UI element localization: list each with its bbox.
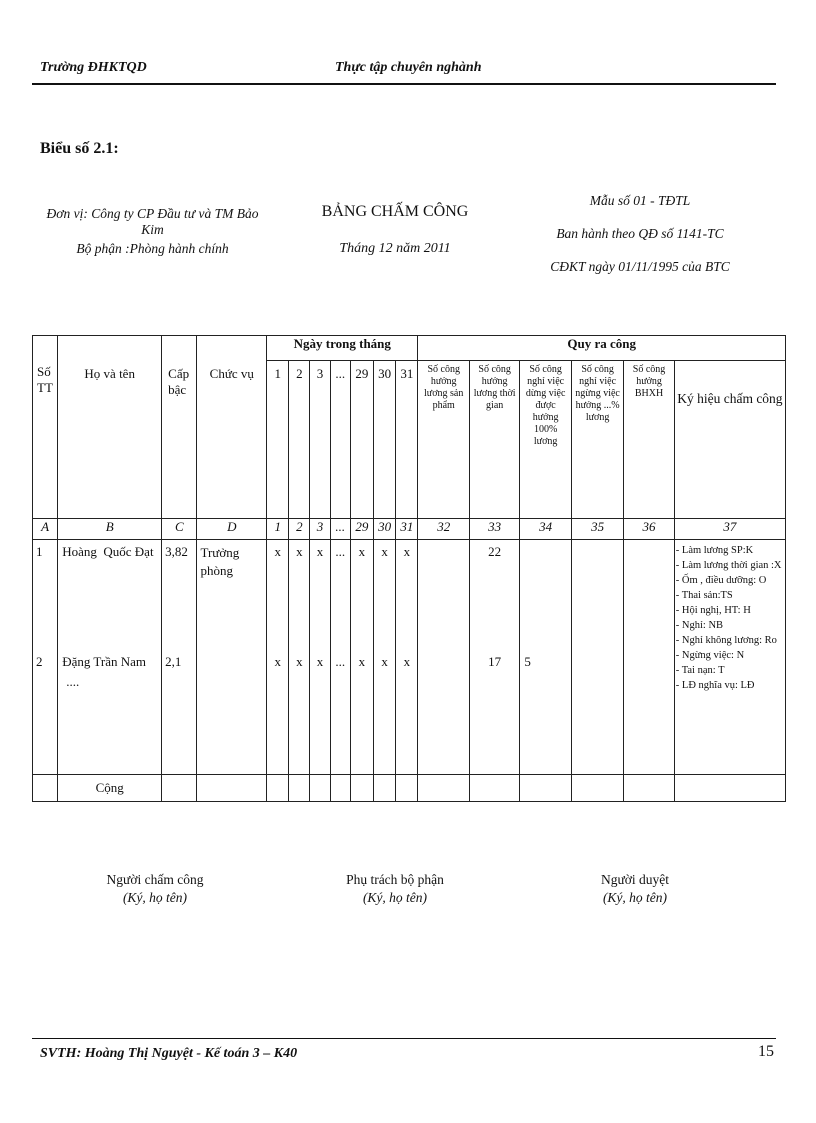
document-title: BẢNG CHẤM CÔNG — [321, 203, 469, 220]
footer-rule — [32, 1038, 776, 1039]
header-day: ... — [330, 361, 350, 519]
header-position-label: Chức vụ — [209, 366, 254, 381]
cell-c32 — [418, 540, 469, 775]
signature-department-head — [325, 872, 465, 906]
cell-c35 — [571, 540, 623, 775]
header-name-label: Họ và tên — [84, 366, 135, 381]
column-letter: 1 — [267, 519, 289, 540]
column-letter: D — [197, 519, 267, 540]
employee-name-2: Đặng Trần Nam — [62, 654, 146, 669]
stt-2: 2 — [36, 654, 43, 669]
legend-item: - Tai nạn: T — [675, 665, 725, 676]
mark: ... — [335, 544, 346, 559]
cell-day — [289, 540, 310, 775]
header-day: 31 — [396, 361, 418, 519]
cell-day — [350, 540, 373, 775]
cell-name — [58, 540, 162, 775]
header-level — [162, 336, 197, 519]
mark: x — [403, 654, 411, 669]
level-2: 2,1 — [165, 654, 182, 669]
cell-c36 — [624, 540, 674, 775]
cell-empty — [267, 775, 289, 802]
cell-day — [267, 540, 289, 775]
column-letter: B — [58, 519, 162, 540]
ellipsis: .... — [66, 674, 80, 689]
total-label: Cộng — [58, 775, 162, 802]
form-ref-decision: Ban hành theo QĐ số 1141-TC — [556, 226, 724, 241]
cell-c34 — [520, 540, 571, 775]
header-school: Trường ĐHKTQD — [40, 60, 147, 75]
cell-c33 — [469, 540, 519, 775]
table-row — [33, 540, 786, 775]
mark: x — [403, 544, 411, 559]
legend-item: - Hội nghị, HT: H — [675, 605, 751, 616]
cell-position — [197, 540, 267, 775]
signature-role: Người chấm công — [106, 872, 204, 887]
cell-stt — [33, 540, 58, 775]
header-day: 29 — [350, 361, 373, 519]
mark: x — [274, 654, 281, 669]
cell-empty — [571, 775, 623, 802]
column-letter: 36 — [624, 519, 674, 540]
legend-item: - LĐ nghĩa vụ: LĐ — [675, 680, 755, 691]
column-letter: 37 — [674, 519, 785, 540]
signature-role: Người duyệt — [600, 872, 670, 887]
legend-item: - Làm lương thời gian :X — [675, 560, 782, 571]
column-letter: C — [162, 519, 197, 540]
mark: ... — [335, 654, 346, 669]
header-quy-col: Số công nghỉ việc dừng việc được hưởng 100% lương — [520, 361, 571, 519]
mark: x — [358, 544, 366, 559]
c34-value-2: 5 — [524, 654, 531, 669]
legend-item: - Ốm , điều dưỡng: O — [675, 575, 767, 586]
header-stt — [33, 336, 58, 519]
cell-empty — [330, 775, 350, 802]
form-ref-number: Mẫu số 01 - TĐTL — [589, 193, 691, 208]
header-subject: Thực tập chuyên nghành — [335, 60, 482, 75]
legend-item: - Thai sản:TS — [675, 590, 733, 601]
header-stt-label: Số TT — [37, 364, 53, 395]
unit-company: Đơn vị: Công ty CP Đầu tư và TM Bảo Kim — [46, 206, 259, 237]
mark: x — [316, 654, 324, 669]
header-rule — [32, 83, 776, 85]
signature-recorder — [85, 872, 225, 906]
form-label: Biểu số 2.1: — [40, 140, 119, 157]
cell-day — [396, 540, 418, 775]
cell-empty — [624, 775, 674, 802]
header-name — [58, 336, 162, 519]
header-day: 2 — [289, 361, 310, 519]
signature-role: Phụ trách bộ phận — [346, 872, 444, 887]
attendance-table — [32, 335, 786, 802]
column-letter: 3 — [310, 519, 330, 540]
legend-item: - Nghỉ: NB — [675, 620, 724, 631]
header-days-group: Ngày trong tháng — [267, 336, 418, 361]
header-day: 30 — [374, 361, 396, 519]
cell-day — [310, 540, 330, 775]
header-day: 3 — [310, 361, 330, 519]
stt-1: 1 — [36, 544, 43, 559]
footer-author: SVTH: Hoàng Thị Nguyệt - Kế toán 3 – K40 — [40, 1046, 298, 1061]
header-quy-col: Số công hưởng lương thời gian — [469, 361, 519, 519]
mark: x — [381, 544, 388, 559]
cell-empty — [374, 775, 396, 802]
position-1: Trưởng phòng — [200, 545, 240, 578]
cell-empty — [310, 775, 330, 802]
column-letter: 30 — [374, 519, 396, 540]
page-number: 15 — [758, 1043, 774, 1060]
mark: x — [316, 544, 324, 559]
column-letter: A — [33, 519, 58, 540]
cell-empty — [520, 775, 571, 802]
column-letter: 29 — [350, 519, 373, 540]
unit-department: Bộ phận :Phòng hành chính — [76, 241, 229, 256]
c33-value-1: 22 — [488, 544, 502, 559]
legend-item: - Ngừng việc: N — [675, 650, 745, 661]
document-period: Tháng 12 năm 2011 — [339, 241, 451, 256]
cell-empty — [162, 775, 197, 802]
header-position — [197, 336, 267, 519]
cell-empty — [33, 775, 58, 802]
signature-note: (Ký, họ tên) — [122, 890, 188, 905]
mark: x — [381, 654, 388, 669]
cell-level — [162, 540, 197, 775]
form-ref-date: CĐKT ngày 01/11/1995 của BTC — [550, 259, 730, 274]
mark: x — [358, 654, 366, 669]
cell-legend — [674, 540, 785, 775]
column-letter: 34 — [520, 519, 571, 540]
header-level-label: Cấp bậc — [168, 366, 190, 397]
cell-day — [330, 540, 350, 775]
header-quy-col: Số công nghỉ việc ngừng việc hưởng ...% lương — [571, 361, 623, 519]
header-quy-col: Số công hưởng lương sản phẩm — [418, 361, 469, 519]
cell-empty — [469, 775, 519, 802]
header-quy-group: Quy ra công — [418, 336, 786, 361]
header-day: 1 — [267, 361, 289, 519]
legend-item: - Nghỉ không lương: Ro — [675, 635, 777, 646]
employee-name-1: Hoàng Quốc Đạt — [62, 544, 154, 559]
column-letter: ... — [330, 519, 350, 540]
mark: x — [296, 544, 303, 559]
cell-empty — [418, 775, 469, 802]
legend-item: - Làm lương SP:K — [675, 545, 754, 556]
cell-empty — [674, 775, 785, 802]
header-quy-col: Số công hưởng BHXH — [624, 361, 674, 519]
column-letter: 31 — [396, 519, 418, 540]
header-symbols: Ký hiệu chấm công — [674, 361, 785, 519]
cell-empty — [289, 775, 310, 802]
level-1: 3,82 — [165, 544, 188, 559]
column-letter: 35 — [571, 519, 623, 540]
column-letter: 32 — [418, 519, 469, 540]
signature-note: (Ký, họ tên) — [602, 890, 668, 905]
signature-note: (Ký, họ tên) — [362, 890, 428, 905]
total-row — [33, 775, 786, 802]
cell-empty — [396, 775, 418, 802]
cell-empty — [197, 775, 267, 802]
column-letter-row — [33, 519, 786, 540]
signature-approver — [565, 872, 705, 906]
c33-value-2: 17 — [488, 654, 502, 669]
mark: x — [296, 654, 303, 669]
column-letter: 2 — [289, 519, 310, 540]
mark: x — [274, 544, 281, 559]
cell-day — [374, 540, 396, 775]
cell-empty — [350, 775, 373, 802]
column-letter: 33 — [469, 519, 519, 540]
